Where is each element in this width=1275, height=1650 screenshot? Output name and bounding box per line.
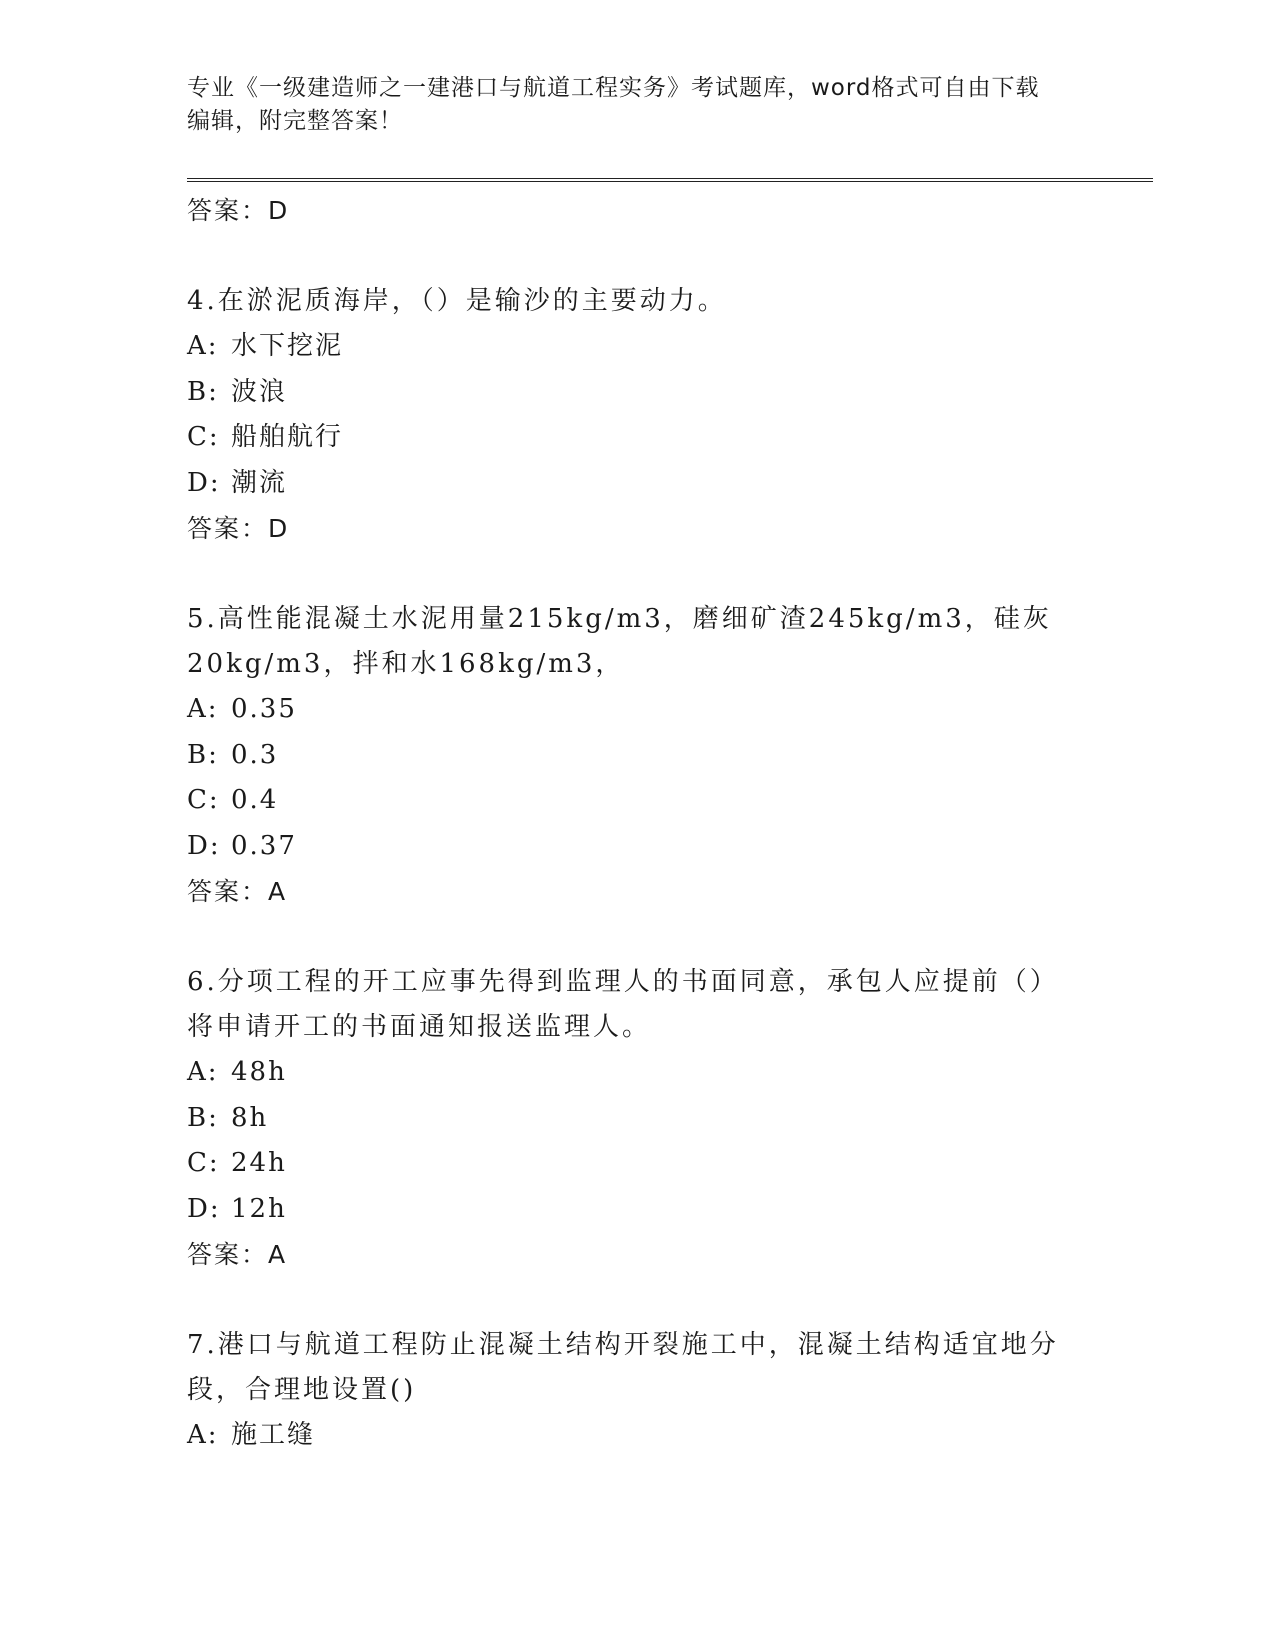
option-text: 0.37 <box>231 830 297 861</box>
option-text: 水下挖泥 <box>231 331 344 361</box>
option-a <box>187 324 1087 370</box>
option-letter: A: <box>187 331 219 361</box>
option-letter: B: <box>187 739 219 770</box>
question-stem-line: 段，合理地设置() <box>187 1375 417 1405</box>
question-item <box>187 597 1087 914</box>
question-stem <box>187 1323 1087 1413</box>
option-letter: A: <box>187 1420 219 1450</box>
option-text: 潮流 <box>231 467 288 498</box>
option-d <box>187 461 1087 507</box>
option-b <box>187 1096 1087 1142</box>
answer-line: 答案：A <box>187 877 288 906</box>
option-letter: D: <box>187 1193 221 1224</box>
document-header <box>187 72 1087 138</box>
option-d <box>187 824 1087 870</box>
option-text: 0.35 <box>231 694 297 724</box>
question-list <box>187 188 1087 1459</box>
option-a <box>187 1050 1087 1096</box>
answer-line: 答案：A <box>187 1240 288 1269</box>
header-line-1: 专业《一级建造师之一建港口与航道工程实务》考试题库，word格式可自由下载 <box>187 75 1040 101</box>
header-line-2: 编辑，附完整答案！ <box>187 108 403 134</box>
question-item <box>187 960 1087 1277</box>
option-text: 24h <box>231 1148 287 1178</box>
option-text: 船舶航行 <box>231 422 344 452</box>
option-letter: C: <box>187 785 220 815</box>
option-letter: A: <box>187 694 219 724</box>
answer-line: 答案：D <box>187 514 290 543</box>
option-text: 0.4 <box>231 785 279 815</box>
question-stem <box>187 960 1087 1050</box>
option-text: 12h <box>231 1193 287 1224</box>
option-letter: D: <box>187 467 221 498</box>
option-a <box>187 1413 1087 1459</box>
question-stem-line: 7.港口与航道工程防止混凝土结构开裂施工中，混凝土结构适宜地分 <box>187 1330 1059 1360</box>
option-a <box>187 687 1087 733</box>
question-stem-line: 将申请开工的书面通知报送监理人。 <box>187 1012 652 1042</box>
option-c <box>187 415 1087 461</box>
option-letter: A: <box>187 1057 219 1087</box>
question-stem-line: 6.分项工程的开工应事先得到监理人的书面同意，承包人应提前（） <box>187 967 1059 997</box>
header-divider <box>187 178 1153 182</box>
question-stem <box>187 597 1087 687</box>
option-b <box>187 370 1087 416</box>
answer-line: 答案：D <box>187 196 290 225</box>
question-item <box>187 1323 1087 1459</box>
option-d <box>187 1187 1087 1233</box>
option-text: 0.3 <box>231 739 279 770</box>
option-letter: B: <box>187 1102 219 1133</box>
option-letter: C: <box>187 1148 220 1178</box>
question-stem-line: 4.在淤泥质海岸，（）是输沙的主要动力。 <box>187 286 727 316</box>
option-letter: B: <box>187 376 219 407</box>
question-stem-line: 5.高性能混凝土水泥用量215kg/m3，磨细矿渣245kg/m3，硅灰 <box>187 604 1052 634</box>
option-text: 48h <box>231 1057 287 1087</box>
option-letter: C: <box>187 422 220 452</box>
option-b <box>187 733 1087 779</box>
question-stem-line: 20kg/m3，拌和水168kg/m3， <box>187 649 625 679</box>
question-stem <box>187 279 1087 324</box>
option-c <box>187 1141 1087 1187</box>
option-letter: D: <box>187 830 221 861</box>
question-item <box>187 279 1087 551</box>
option-text: 施工缝 <box>231 1420 316 1450</box>
option-text: 8h <box>231 1102 269 1133</box>
option-text: 波浪 <box>231 376 288 407</box>
option-c <box>187 778 1087 824</box>
